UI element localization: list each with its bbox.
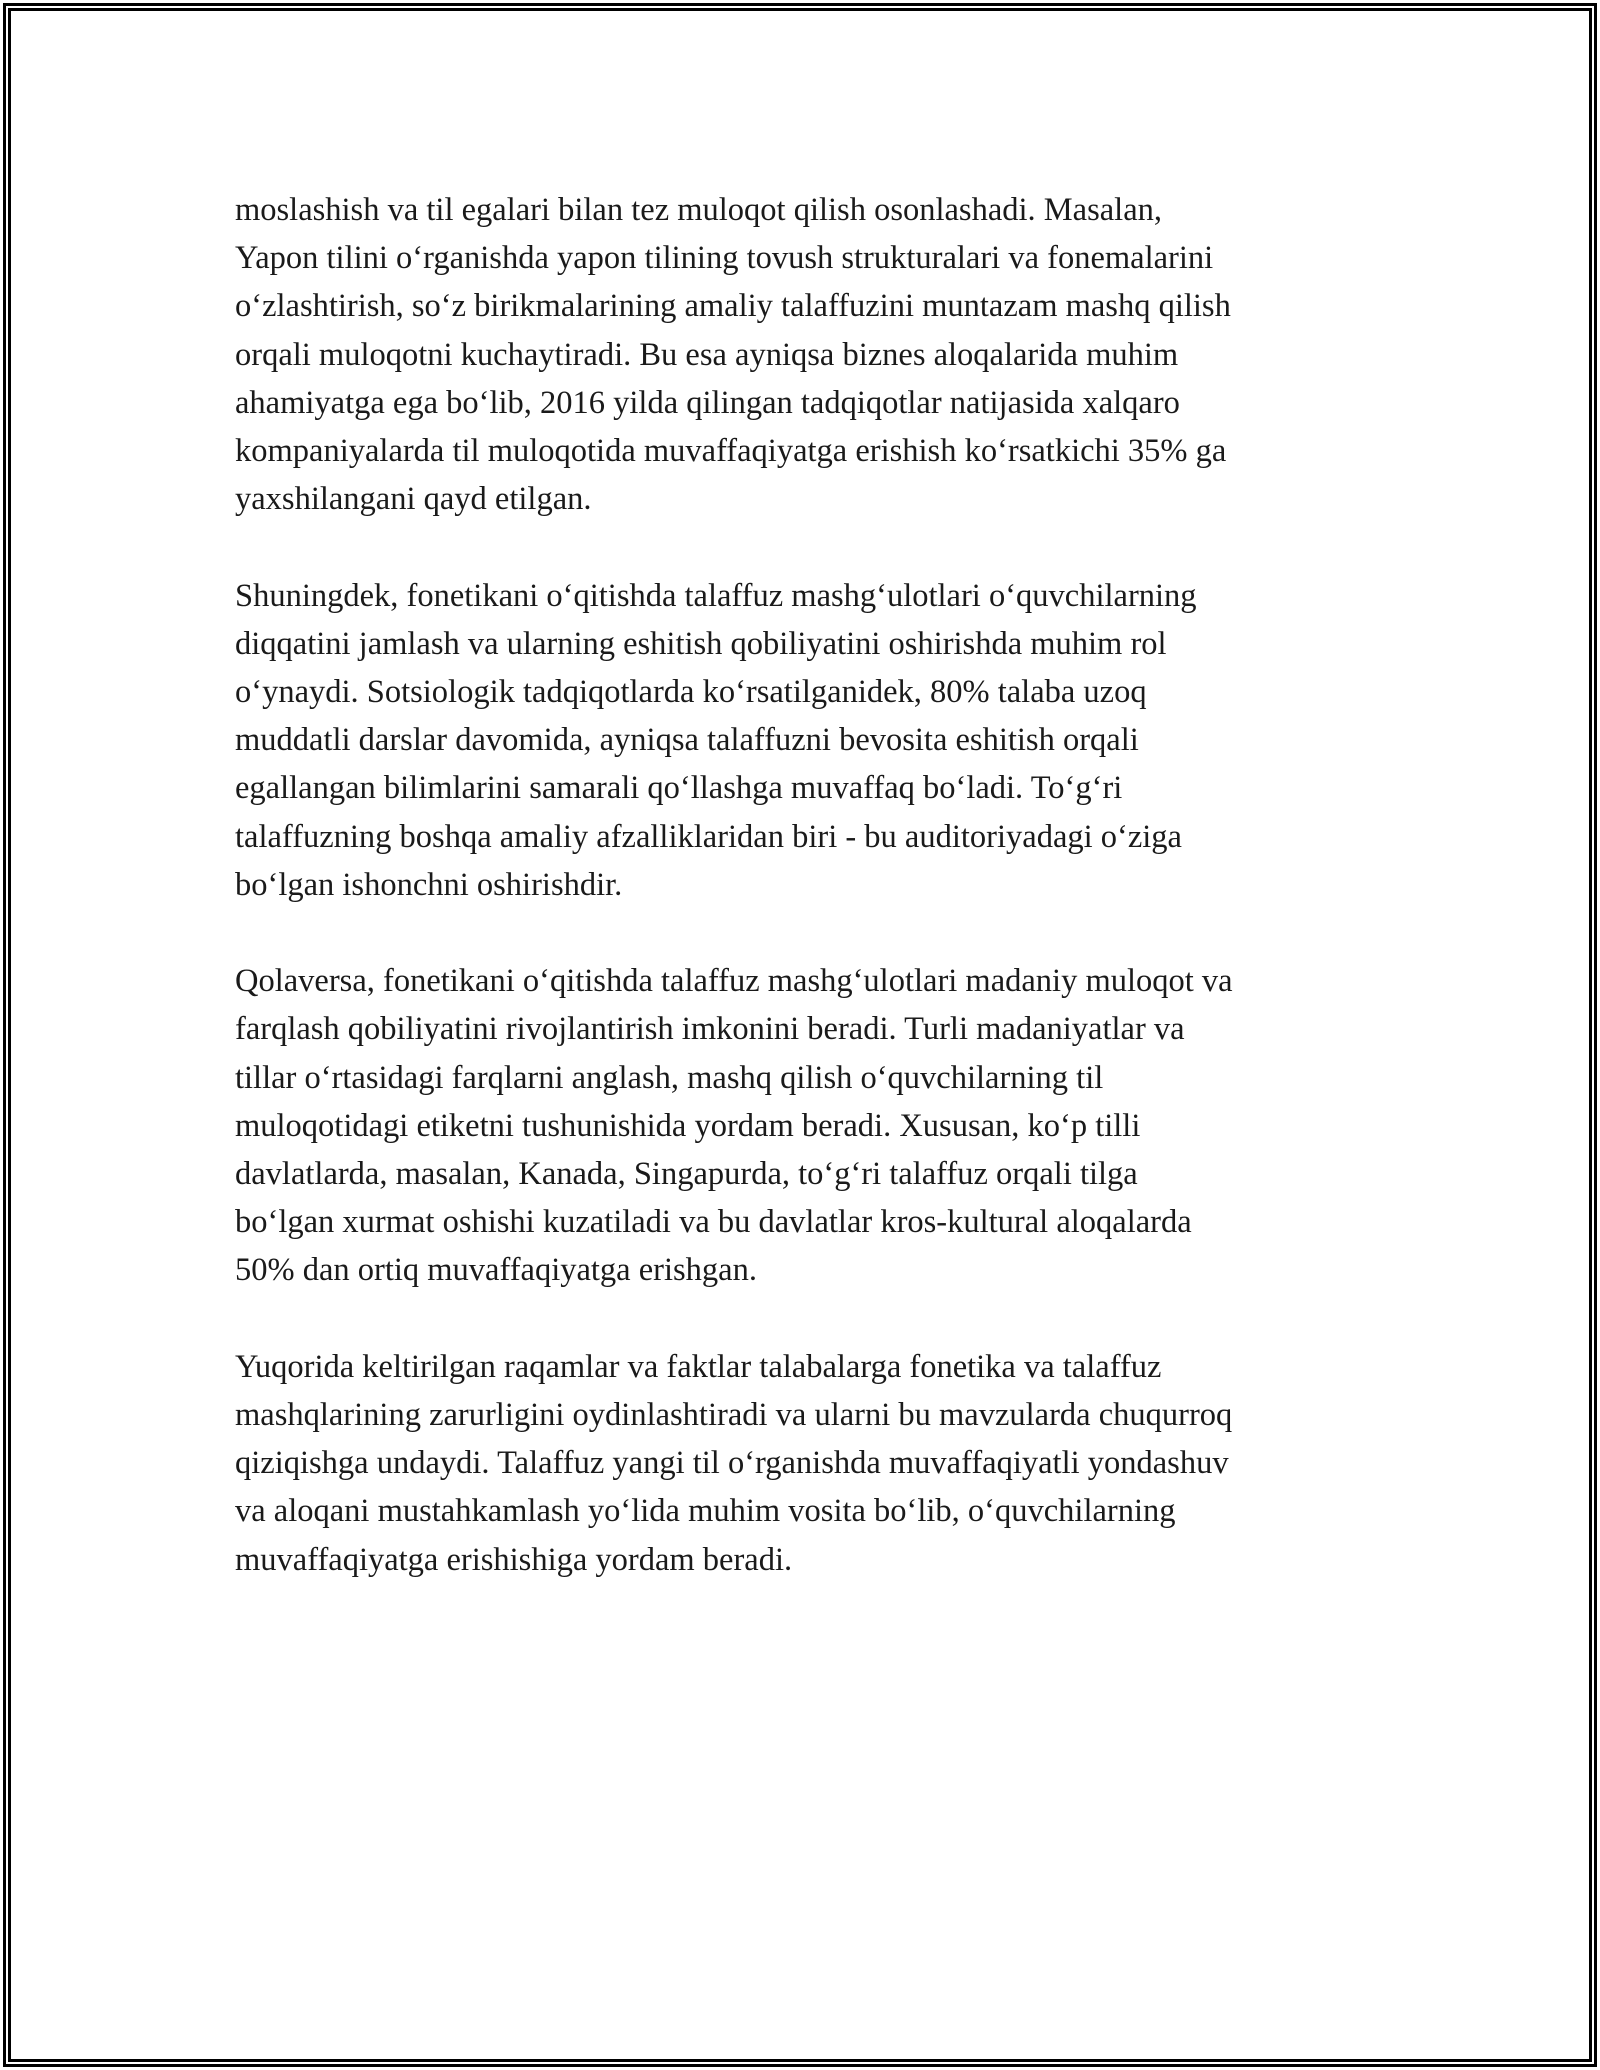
text-line: bo‘lgan xurmat oshishi kuzatiladi va bu davlatlar kros-kultural aloqalarda	[235, 1204, 1192, 1241]
text-line: Qolaversa, fonetikani o‘qitishda talaffuz mashg‘ulotlari madaniy muloqot va	[235, 963, 1233, 1000]
paragraph-2	[235, 572, 1375, 909]
text-line: va aloqani mustahkamlash yo‘lida muhim vosita bo‘lib, o‘quvchilarning	[235, 1493, 1176, 1530]
paragraph-3	[235, 957, 1375, 1294]
text-line: moslashish va til egalari bilan tez muloqot qilish osonlashadi. Masalan,	[235, 192, 1162, 228]
text-line: egallangan bilimlarini samarali qo‘llashga muvaffaq bo‘ladi. To‘g‘ri	[235, 770, 1123, 807]
text-line: yaxshilangani qayd etilgan.	[235, 481, 592, 518]
text-line: muloqotidagi etiketni tushunishida yordam beradi. Xususan, ko‘p tilli	[235, 1107, 1141, 1144]
text-line: o‘zlashtirish, so‘z birikmalarining amaliy talaffuzini muntazam mashq qilish	[235, 288, 1231, 325]
text-line: bo‘lgan ishonchni oshirishdir.	[235, 866, 623, 903]
text-line: mashqlarining zarurligini oydinlashtiradi va ularni bu mavzularda chuqurroq	[235, 1397, 1233, 1434]
text-line: diqqatini jamlash va ularning eshitish qobiliyatini oshirishda muhim rol	[235, 625, 1167, 662]
text-line: Yapon tilini o‘rganishda yapon tilining tovush strukturalari va fonemalarini	[235, 240, 1214, 277]
text-line: orqali muloqotni kuchaytiradi. Bu esa ayniqsa biznes aloqalarida muhim	[235, 336, 1179, 373]
text-line: Shuningdek, fonetikani o‘qitishda talaffuz mashg‘ulotlari o‘quvchilarning	[235, 577, 1197, 614]
text-line: o‘ynaydi. Sotsiologik tadqiqotlarda ko‘rsatilganidek, 80% talaba uzoq	[235, 674, 1147, 711]
text-line: tillar o‘rtasidagi farqlarni anglash, mashq qilish o‘quvchilarning til	[235, 1059, 1104, 1096]
text-line: davlatlarda, masalan, Kanada, Singapurda, to‘g‘ri talaffuz orqali tilga	[235, 1156, 1138, 1193]
text-line: muvaffaqiyatga erishishiga yordam beradi.	[235, 1541, 793, 1578]
text-line: qiziqishga undaydi. Talaffuz yangi til o‘rganishda muvaffaqiyatli yondashuv	[235, 1445, 1229, 1482]
text-line: farqlash qobiliyatini rivojlantirish imkonini beradi. Turli madaniyatlar va	[235, 1011, 1185, 1048]
paragraph-1	[235, 186, 1375, 523]
text-line: 50% dan ortiq muvaffaqiyatga erishgan.	[235, 1252, 757, 1289]
text-line: talaffuzning boshqa amaliy afzalliklaridan biri - bu auditoriyadagi o‘ziga	[235, 818, 1182, 855]
text-line: kompaniyalarda til muloqotida muvaffaqiyatga erishish ko‘rsatkichi 35% ga	[235, 433, 1227, 470]
text-line: ahamiyatga ega bo‘lib, 2016 yilda qilingan tadqiqotlar natijasida xalqaro	[235, 384, 1180, 421]
text-line: Yuqorida keltirilgan raqamlar va faktlar talabalarga fonetika va talaffuz	[235, 1348, 1162, 1385]
paragraph-4	[235, 1343, 1375, 1584]
text-line: muddatli darslar davomida, ayniqsa talaffuzni bevosita eshitish orqali	[235, 722, 1139, 759]
document-body	[235, 186, 1375, 1632]
